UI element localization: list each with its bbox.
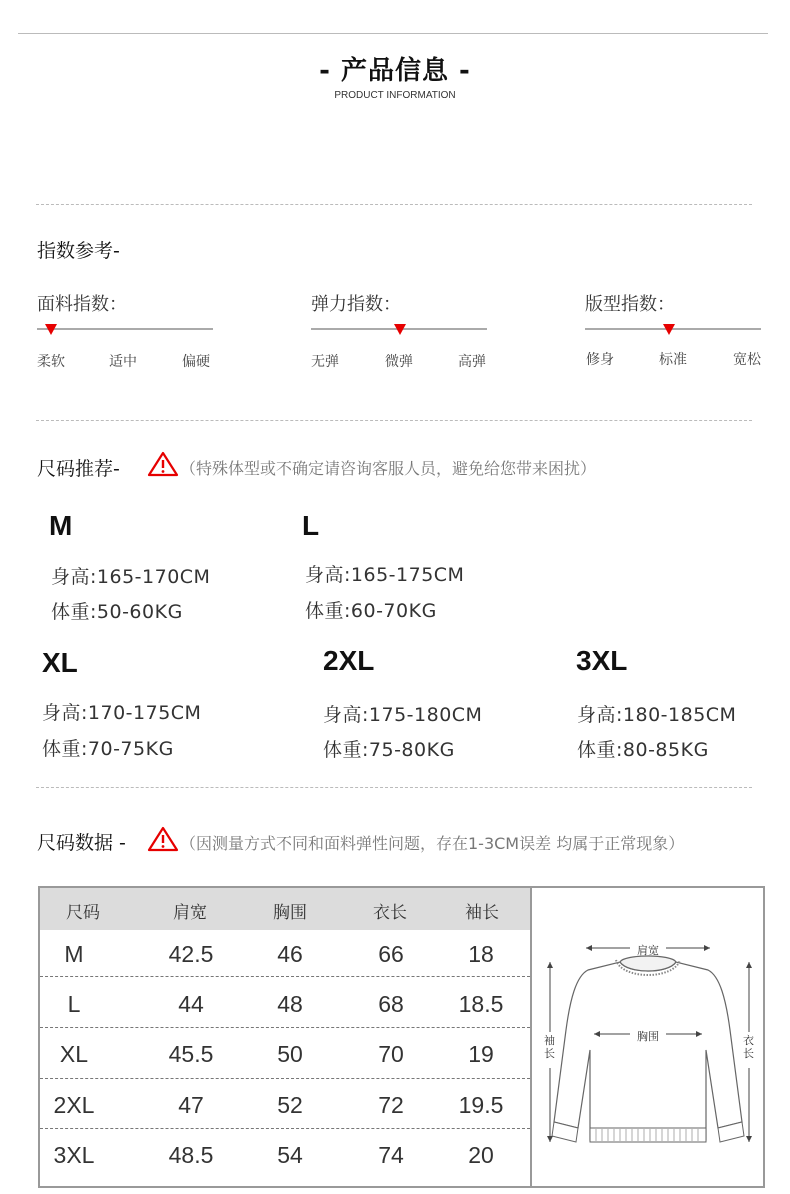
table-cell: 18.5	[458, 991, 504, 1017]
size-height: 身高:180-185CM	[577, 704, 737, 726]
index-group-fit	[585, 290, 785, 380]
column-header: 肩宽	[173, 903, 207, 923]
index-tick: 修身	[586, 352, 614, 368]
index-tick: 无弹	[311, 354, 339, 370]
index-label: 版型指数：	[585, 294, 675, 315]
sleeve-label: 袖长	[544, 1034, 555, 1060]
size-name: 2XL	[323, 645, 375, 676]
table-cell: 42.5	[168, 941, 214, 967]
index-tick: 适中	[109, 354, 137, 370]
warning-triangle-icon	[147, 451, 179, 477]
column-header: 尺码	[66, 903, 100, 923]
table-cell: 50	[277, 1041, 303, 1067]
table-cell: M	[64, 941, 84, 967]
index-track	[37, 328, 213, 330]
column-header: 衣长	[373, 903, 407, 923]
size-name: XL	[42, 647, 78, 678]
page-subtitle: PRODUCT INFORMATION	[334, 90, 456, 101]
size-weight: 体重:80-85KG	[577, 739, 709, 761]
size-height: 身高:175-180CM	[323, 704, 483, 726]
section-divider	[36, 204, 752, 205]
table-cell: 19	[468, 1041, 494, 1067]
table-cell: 46	[277, 941, 303, 967]
table-cell: 48	[277, 991, 303, 1017]
top-divider	[18, 33, 768, 34]
chest-label: 胸围	[637, 1030, 659, 1043]
index-tick: 宽松	[733, 352, 761, 368]
size-weight: 体重:50-60KG	[51, 601, 183, 623]
table-cell: 20	[468, 1142, 494, 1168]
column-header: 胸围	[273, 903, 307, 923]
index-tick: 标准	[659, 352, 687, 368]
size-weight: 体重:60-70KG	[305, 600, 437, 622]
index-label: 面料指数：	[37, 294, 127, 315]
table-cell: 44	[178, 991, 204, 1017]
index-label: 弹力指数：	[311, 294, 401, 315]
index-tick: 偏硬	[182, 354, 210, 370]
size-weight: 体重:70-75KG	[42, 738, 174, 760]
table-cell: 18	[468, 941, 494, 967]
section-divider	[36, 420, 752, 421]
table-cell: 48.5	[168, 1142, 214, 1168]
size-height: 身高:170-175CM	[42, 702, 202, 724]
index-tick: 微弹	[385, 354, 413, 370]
row-divider	[40, 976, 530, 977]
table-cell: 47	[178, 1092, 204, 1118]
length-label: 衣长	[743, 1034, 754, 1060]
table-cell: L	[67, 991, 81, 1017]
table-cell: 72	[378, 1092, 404, 1118]
index-group-elasticity	[311, 290, 511, 380]
table-cell: 66	[378, 941, 404, 967]
index-marker-icon	[394, 324, 406, 335]
table-cell: XL	[59, 1041, 89, 1067]
section-divider	[36, 787, 752, 788]
size-height: 身高:165-170CM	[51, 566, 211, 588]
table-cell: 54	[277, 1142, 303, 1168]
row-divider	[40, 1128, 530, 1129]
size-weight: 体重:75-80KG	[323, 739, 455, 761]
shoulder-label: 肩宽	[637, 944, 659, 957]
table-cell: 68	[378, 991, 404, 1017]
page-title: - 产品信息 -	[319, 56, 471, 86]
row-divider	[40, 1027, 530, 1028]
index-marker-icon	[45, 324, 57, 335]
index-marker-icon	[663, 324, 675, 335]
column-header: 袖长	[465, 903, 499, 923]
index-heading: 指数参考-	[37, 240, 120, 262]
index-tick: 高弹	[458, 354, 486, 370]
size-data-heading: 尺码数据 -	[37, 832, 126, 854]
table-cell: 3XL	[53, 1142, 95, 1168]
table-cell: 70	[378, 1041, 404, 1067]
warning-triangle-icon	[147, 826, 179, 852]
row-divider	[40, 1078, 530, 1079]
recommend-heading: 尺码推荐-	[37, 458, 120, 480]
table-cell: 19.5	[458, 1092, 504, 1118]
recommend-note: （特殊体型或不确定请咨询客服人员，避免给您带来困扰）	[180, 459, 597, 478]
size-name: M	[49, 510, 73, 541]
size-height: 身高:165-175CM	[305, 564, 465, 586]
table-cell: 2XL	[53, 1092, 95, 1118]
size-data-note: （因测量方式不同和面料弹性问题，存在1-3CM误差 均属于正常现象）	[180, 834, 685, 853]
size-name: 3XL	[576, 645, 628, 676]
table-cell: 45.5	[168, 1041, 214, 1067]
index-group-fabric	[37, 290, 237, 380]
index-tick: 柔软	[37, 354, 65, 370]
table-cell: 52	[277, 1092, 303, 1118]
size-name: L	[302, 510, 320, 541]
table-cell: 74	[378, 1142, 404, 1168]
